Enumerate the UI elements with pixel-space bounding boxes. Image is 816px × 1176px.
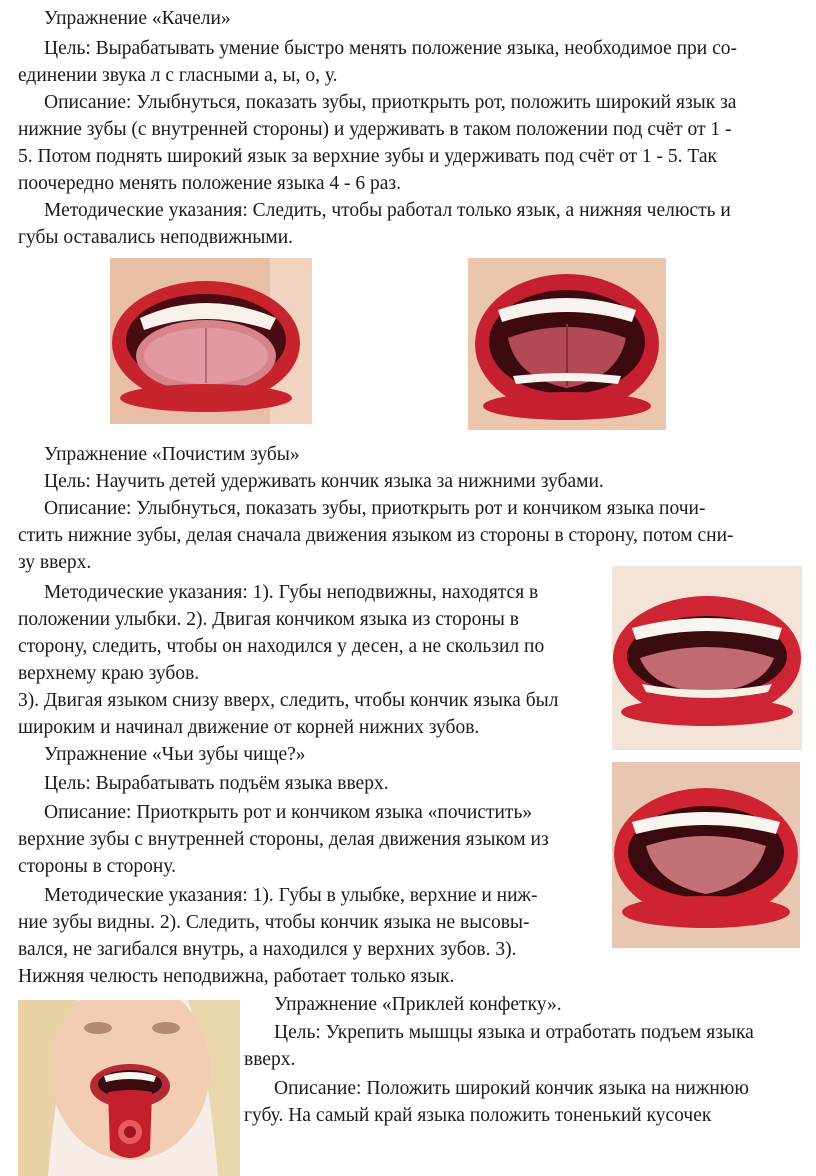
exercise-3-description-line-3: стороны в сторону.	[18, 856, 176, 877]
exercise-3-method-line-1: Методические указания: 1). Губы в улыбке, верхние и ниж-	[44, 885, 538, 906]
exercise-1-goal-line-1: Цель: Вырабатывать умение быстро менять положение языка, необходимое при со-	[44, 38, 738, 59]
exercise-2-description-line-1: Описание: Улыбнуться, показать зубы, приоткрыть рот и кончиком языка почи-	[44, 498, 706, 519]
exercise-4-goal-line-2: вверх.	[244, 1049, 296, 1070]
exercise-1-description-line-4: поочередно менять положение языка 4 - 6 раз.	[18, 173, 401, 194]
exercise-2-title: Упражнение «Почистим зубы»	[44, 444, 300, 465]
exercise-2-description-line-2: стить нижние зубы, делая сначала движения языком из стороны в сторону, потом сни-	[18, 525, 734, 546]
girl-candy-on-tongue-photo	[18, 1000, 240, 1176]
exercise-4-description-line-2: губу. На самый край языка положить тоненький кусочек	[244, 1105, 712, 1126]
exercise-2-method-line-3: сторону, следить, чтобы он находился у десен, а не скользил по	[18, 636, 545, 657]
exercise-1-method-line-1: Методические указания: Следить, чтобы работал только язык, а нижняя челюсть и	[44, 200, 731, 221]
mouth-photo-clean-upper-teeth	[612, 762, 800, 948]
exercise-1-description-line-2: нижние зубы (с внутренней стороны) и удерживать в таком положении под счёт от 1 -	[18, 119, 732, 140]
mouth-photo-tongue-down	[110, 258, 312, 424]
exercise-3-title: Упражнение «Чьи зубы чище?»	[44, 744, 306, 765]
exercise-2-goal: Цель: Научить детей удерживать кончик языка за нижними зубами.	[44, 471, 604, 492]
exercise-3-description-line-2: верхние зубы с внутренней стороны, делая движения языком из	[18, 829, 549, 850]
exercise-4-title: Упражнение «Приклей конфетку».	[274, 994, 562, 1015]
exercise-2-description-line-3: зу вверх.	[18, 552, 92, 573]
exercise-2-method-line-6: широким и начинал движение от корней нижних зубов.	[18, 717, 480, 738]
exercise-1-description-line-3: 5. Потом поднять широкий язык за верхние зубы и удерживать под счёт от 1 - 5. Так	[18, 146, 717, 167]
mouth-photo-clean-lower-teeth	[612, 566, 802, 750]
exercise-2-method-line-4: верхнему краю зубов.	[18, 663, 200, 684]
exercise-3-method-line-2: ние зубы видны. 2). Следить, чтобы кончик языка не высовы-	[18, 912, 530, 933]
exercise-3-description-line-1: Описание: Приоткрыть рот и кончиком языка «почистить»	[44, 802, 533, 823]
exercise-1-description-line-1: Описание: Улыбнуться, показать зубы, приоткрыть рот, положить широкий язык за	[44, 92, 737, 113]
exercise-2-method-line-2: положении улыбки. 2). Двигая кончиком языка из стороны в	[18, 609, 519, 630]
exercise-2-method-line-1: Методические указания: 1). Губы неподвижны, находятся в	[44, 582, 539, 603]
exercise-2-method-line-5: 3). Двигая языком снизу вверх, следить, чтобы кончик языка был	[18, 690, 559, 711]
exercise-4-goal-line-1: Цель: Укрепить мышцы языка и отработать подъем языка	[274, 1022, 754, 1043]
exercise-1-method-line-2: губы оставались неподвижными.	[18, 227, 293, 248]
exercise-1-title: Упражнение «Качели»	[44, 8, 231, 29]
exercise-3-method-line-3: вался, не загибался внутрь, а находился у верхних зубов. 3).	[18, 939, 517, 960]
exercise-3-method-line-4: Нижняя челюсть неподвижна, работает только язык.	[18, 966, 455, 987]
exercise-4-description-line-1: Описание: Положить широкий кончик языка на нижнюю	[274, 1078, 749, 1099]
mouth-photo-tongue-up	[468, 258, 666, 430]
exercise-3-goal: Цель: Вырабатывать подъём языка вверх.	[44, 773, 389, 794]
exercise-1-goal-line-2: единении звука л с гласными а, ы, о, у.	[18, 65, 338, 86]
